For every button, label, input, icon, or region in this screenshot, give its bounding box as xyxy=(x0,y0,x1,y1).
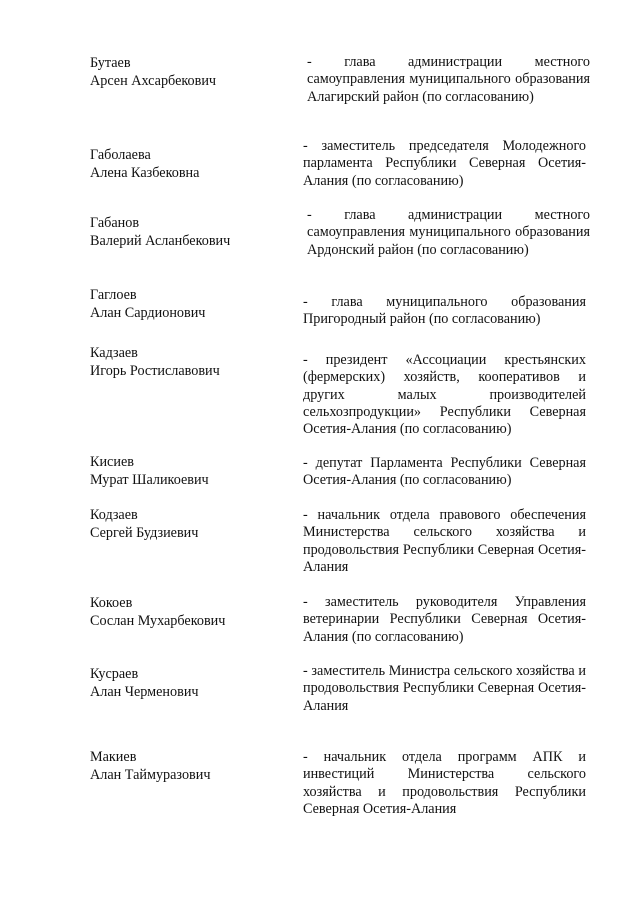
member-role: - начальник отдела правового обеспечения Министерства сельского хозяйства и продовольствия Республики Северная Осетия-Алания xyxy=(303,507,586,575)
member-name xyxy=(90,748,290,784)
member-given-name: Мурат Шаликоевич xyxy=(90,472,209,488)
member-given-name: Арсен Ахсарбекович xyxy=(90,73,217,89)
member-role: - глава администрации местного самоуправления муниципального образования Алагирский район (по согласованию) xyxy=(307,54,590,105)
member-role: - заместитель председателя Молодежного парламента Республики Северная Осетия-Алания (по согласованию) xyxy=(303,138,586,189)
member-role: - депутат Парламента Республики Северная Осетия-Алания (по согласованию) xyxy=(303,455,586,489)
member-surname: Кодзаев xyxy=(90,507,138,523)
member-role: - глава муниципального образования Пригородный район (по согласованию) xyxy=(303,294,586,328)
member-role: - глава администрации местного самоуправления муниципального образования Ардонский район (по согласованию) xyxy=(307,207,590,258)
member-given-name: Игорь Ростиславович xyxy=(90,363,220,379)
member-name xyxy=(90,344,290,380)
member-given-name: Сергей Будзиевич xyxy=(90,525,199,541)
member-given-name: Алан Черменович xyxy=(90,684,199,700)
member-role: - начальник отдела программ АПК и инвестиций Министерства сельского хозяйства и продовольствия Республики Северная Осетия-Алания xyxy=(303,749,586,817)
member-surname: Кокоев xyxy=(90,595,133,611)
member-name xyxy=(90,54,290,90)
member-role: - президент «Ассоциации крестьянских (фермерских) хозяйств, кооперативов и других малых производителей сельхозпродукции» Республики Северная Осетия-Алания (по согласованию) xyxy=(303,352,586,438)
member-given-name: Алан Таймуразович xyxy=(90,767,211,783)
member-given-name: Валерий Асланбекович xyxy=(90,233,231,249)
member-surname: Гаглоев xyxy=(90,287,137,303)
member-name xyxy=(90,594,290,630)
member-surname: Кисиев xyxy=(90,454,134,470)
member-given-name: Алена Казбековна xyxy=(90,165,200,181)
member-name xyxy=(90,286,290,322)
member-name xyxy=(90,665,290,701)
member-given-name: Сослан Мухарбекович xyxy=(90,613,226,629)
member-role: - заместитель руководителя Управления ветеринарии Республики Северная Осетия-Алания (по согласованию) xyxy=(303,594,586,645)
member-name xyxy=(90,506,290,542)
member-surname: Макиев xyxy=(90,749,137,765)
member-name xyxy=(90,146,290,182)
member-name xyxy=(90,453,290,489)
member-role: - заместитель Министра сельского хозяйства и продовольствия Республики Северная Осетия-Алания xyxy=(303,663,586,714)
member-given-name: Алан Сардионович xyxy=(90,305,206,321)
member-surname: Бутаев xyxy=(90,55,131,71)
member-surname: Кусраев xyxy=(90,666,139,682)
member-surname: Кадзаев xyxy=(90,345,138,361)
member-name xyxy=(90,214,290,250)
member-surname: Габолаева xyxy=(90,147,151,163)
member-surname: Габанов xyxy=(90,215,140,231)
